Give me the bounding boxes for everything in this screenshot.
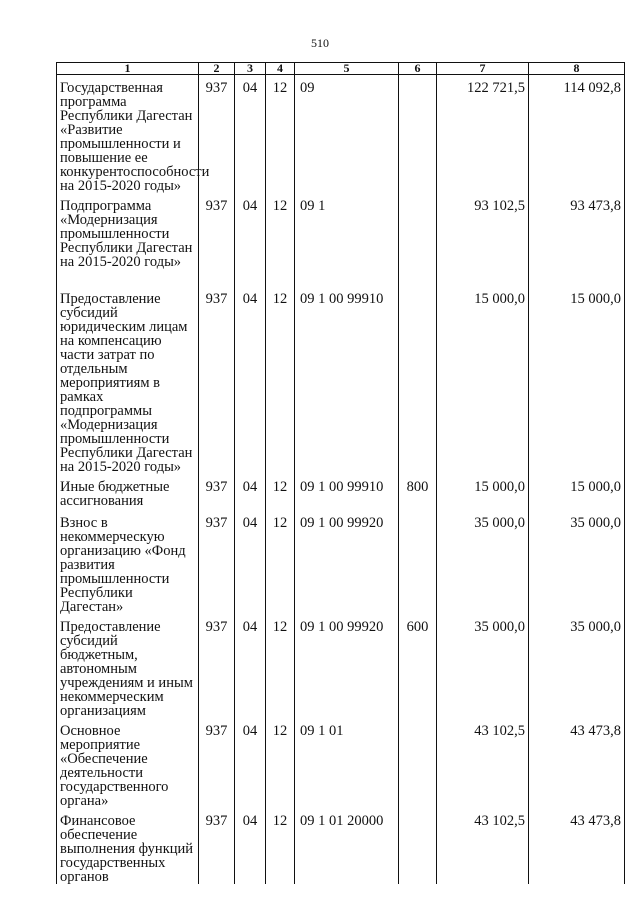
- cell-col-2: 937: [199, 808, 235, 884]
- cell-col-2: 937: [199, 474, 235, 510]
- cell-col-3: 04: [235, 808, 266, 884]
- cell-col-8: 43 473,8: [529, 808, 625, 884]
- table-row: [57, 193, 625, 286]
- table-row: [57, 75, 625, 194]
- cell-col-4: 12: [266, 808, 295, 884]
- cell-col-3: 04: [235, 614, 266, 718]
- row-name: Предоставление субсидий юридическим лицам на компенсацию части затрат по отдельным мероприятиям в рамках подпрограммы «Модернизация промышленности Республики Дагестан на 2015-2020 годы»: [57, 286, 199, 474]
- table-row: [57, 510, 625, 614]
- row-name: Предоставление субсидий бюджетным, автономным учреждениям и иным некоммерческим организациям: [57, 614, 199, 718]
- row-name: Взнос в некоммерческую организацию «Фонд развития промышленности Республики Дагестан»: [57, 510, 199, 614]
- cell-col-8: 15 000,0: [529, 474, 625, 510]
- header-col-7: 7: [437, 63, 529, 75]
- cell-col-7: 43 102,5: [437, 808, 529, 884]
- cell-col-3: 04: [235, 718, 266, 808]
- row-name: Иные бюджетные ассигнования: [57, 474, 199, 510]
- cell-col-5: 09 1 00 99920: [295, 510, 399, 614]
- cell-col-6: [399, 808, 437, 884]
- cell-col-6: 600: [399, 614, 437, 718]
- cell-col-5: 09 1 00 99920: [295, 614, 399, 718]
- cell-col-2: 937: [199, 75, 235, 194]
- header-row: [57, 63, 625, 75]
- table-body: [57, 75, 625, 885]
- cell-col-4: 12: [266, 193, 295, 286]
- header-col-1: 1: [57, 63, 199, 75]
- cell-col-7: 35 000,0: [437, 614, 529, 718]
- cell-col-5: 09 1: [295, 193, 399, 286]
- cell-col-3: 04: [235, 286, 266, 474]
- table-row: [57, 286, 625, 474]
- cell-col-5: 09 1 00 99910: [295, 286, 399, 474]
- cell-col-3: 04: [235, 510, 266, 614]
- cell-col-2: 937: [199, 193, 235, 286]
- cell-col-5: 09 1 01 20000: [295, 808, 399, 884]
- cell-col-8: 114 092,8: [529, 75, 625, 194]
- cell-col-7: 43 102,5: [437, 718, 529, 808]
- header-col-5: 5: [295, 63, 399, 75]
- row-name: Финансовое обеспечение выполнения функций государственных органов: [57, 808, 199, 884]
- cell-col-7: 122 721,5: [437, 75, 529, 194]
- table-row: [57, 614, 625, 718]
- cell-col-7: 15 000,0: [437, 286, 529, 474]
- cell-col-7: 35 000,0: [437, 510, 529, 614]
- table-header: [57, 63, 625, 75]
- cell-col-6: [399, 75, 437, 194]
- cell-col-2: 937: [199, 718, 235, 808]
- row-name: Подпрограмма «Модернизация промышленности Республики Дагестан на 2015-2020 годы»: [57, 193, 199, 286]
- cell-col-8: 43 473,8: [529, 718, 625, 808]
- cell-col-4: 12: [266, 286, 295, 474]
- cell-col-8: 35 000,0: [529, 510, 625, 614]
- cell-col-5: 09 1 01: [295, 718, 399, 808]
- cell-col-2: 937: [199, 614, 235, 718]
- cell-col-7: 15 000,0: [437, 474, 529, 510]
- cell-col-2: 937: [199, 286, 235, 474]
- cell-col-6: [399, 510, 437, 614]
- cell-col-4: 12: [266, 718, 295, 808]
- table-row: [57, 474, 625, 510]
- cell-col-4: 12: [266, 510, 295, 614]
- cell-col-3: 04: [235, 474, 266, 510]
- cell-col-6: [399, 718, 437, 808]
- cell-col-5: 09 1 00 99910: [295, 474, 399, 510]
- cell-col-6: [399, 193, 437, 286]
- cell-col-6: [399, 286, 437, 474]
- cell-col-3: 04: [235, 75, 266, 194]
- cell-col-7: 93 102,5: [437, 193, 529, 286]
- cell-col-8: 35 000,0: [529, 614, 625, 718]
- cell-col-4: 12: [266, 474, 295, 510]
- header-col-6: 6: [399, 63, 437, 75]
- cell-col-4: 12: [266, 75, 295, 194]
- header-col-4: 4: [266, 63, 295, 75]
- cell-col-4: 12: [266, 614, 295, 718]
- header-col-3: 3: [235, 63, 266, 75]
- cell-col-8: 15 000,0: [529, 286, 625, 474]
- table-row: [57, 808, 625, 884]
- cell-col-8: 93 473,8: [529, 193, 625, 286]
- cell-col-2: 937: [199, 510, 235, 614]
- row-name: Основное мероприятие «Обеспечение деятельности государственного органа»: [57, 718, 199, 808]
- table-row: [57, 718, 625, 808]
- cell-col-6: 800: [399, 474, 437, 510]
- header-col-8: 8: [529, 63, 625, 75]
- budget-table: [56, 62, 625, 884]
- cell-col-5: 09: [295, 75, 399, 194]
- row-name: Государственная программа Республики Дагестан «Развитие промышленности и повышение ее конкурентоспособности на 2015-2020 годы»: [57, 75, 199, 194]
- cell-col-3: 04: [235, 193, 266, 286]
- header-col-2: 2: [199, 63, 235, 75]
- page-number: 510: [311, 36, 329, 50]
